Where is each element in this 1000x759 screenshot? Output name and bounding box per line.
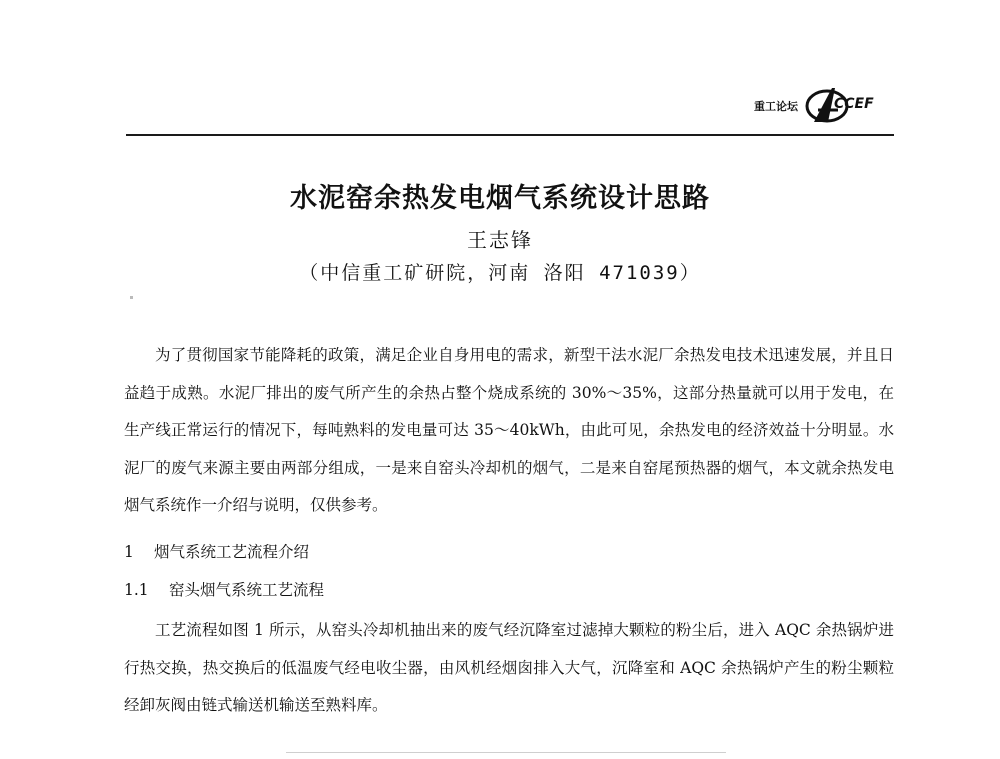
journal-logo bbox=[752, 82, 902, 128]
article-author: 王志锋 bbox=[467, 228, 533, 252]
subsection-number: 1.1 bbox=[124, 581, 149, 599]
intro-paragraph: 为了贯彻国家节能降耗的政策，满足企业自身用电的需求，新型干法水泥厂余热发电技术迅速发展，并且日益趋于成熟。水泥厂排出的废气所产生的余热占整个烧成系统的 30%～35%，这部分热量就可以用于发电，在生产线正常运行的情况下，每吨熟料的发电量可达 35～40kWh，由此可见，余热发电的经济效益十分明显。水泥厂的废气来源主要由两部分组成，一是来自窑头冷却机的烟气，二是来自窑尾预热器的烟气，本文就余热发电烟气系统作一介绍与说明，仅供参考。 bbox=[124, 346, 894, 514]
section-heading-1 bbox=[124, 540, 309, 564]
logo-chinese-text: 重工论坛 bbox=[754, 100, 798, 113]
logo-english-text: CCEF bbox=[834, 96, 874, 112]
subsection-title: 窑头烟气系统工艺流程 bbox=[169, 581, 325, 599]
section-number: 1 bbox=[124, 543, 134, 561]
process-paragraph: 工艺流程如图 1 所示，从窑头冷却机抽出来的废气经沉降室过滤掉大颗粒的粉尘后，进入 AQC 余热锅炉进行热交换，热交换后的低温废气经电收尘器，由风机经烟囱排入大气，沉降室和 AQC 余热锅炉产生的粉尘颗粒经卸灰阀由链式输送机输送至熟料库。 bbox=[124, 621, 894, 714]
bottom-scan-line bbox=[286, 752, 726, 753]
author-affiliation: （中信重工矿研院，河南 洛阳 471039） bbox=[299, 262, 701, 284]
article-title: 水泥窑余热发电烟气系统设计思路 bbox=[290, 183, 710, 214]
scan-speck bbox=[130, 296, 133, 299]
section-heading-1-1 bbox=[124, 578, 324, 602]
section-title: 烟气系统工艺流程介绍 bbox=[154, 543, 310, 561]
header-divider bbox=[126, 134, 894, 136]
